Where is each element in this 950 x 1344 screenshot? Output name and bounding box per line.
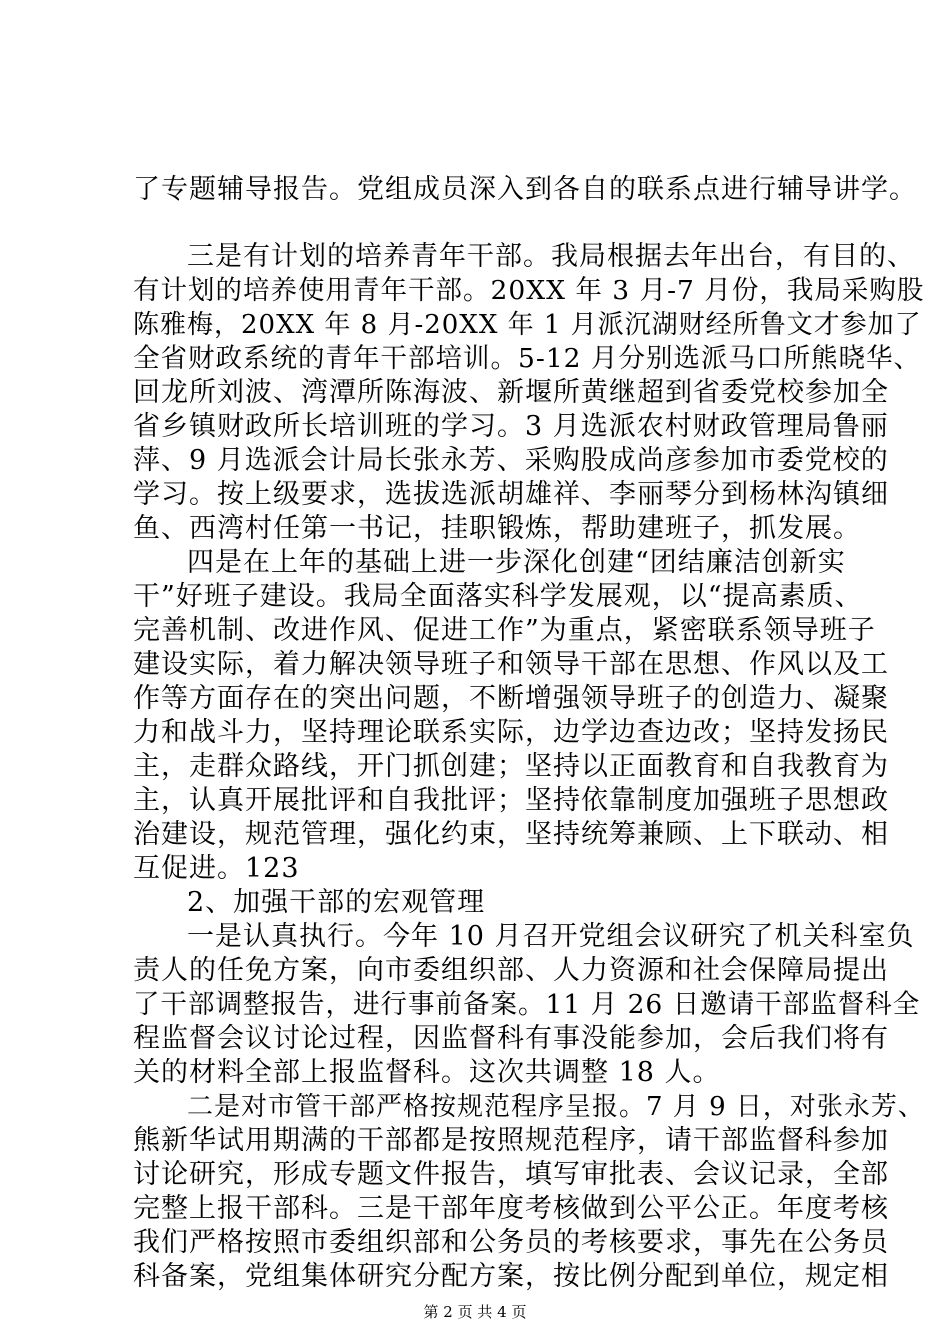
text-line: 程监督会议讨论过程，因监督科有事没能参加，会后我们将有 (133, 1023, 889, 1054)
text-line: 作等方面存在的突出问题，不断增强领导班子的创造力、凝聚 (133, 683, 889, 714)
section-heading: 2、加强干部的宏观管理 (187, 887, 486, 918)
page-number-footer: 第 2 页 共 4 页 (423, 1303, 527, 1321)
text-line: 全省财政系统的青年干部培训。5-12 月分别选派马口所熊晓华、 (133, 343, 921, 374)
text-line: 熊新华试用期满的干部都是按照规范程序，请干部监督科参加 (133, 1125, 889, 1156)
text-line: 科备案，党组集体研究分配方案，按比例分配到单位，规定相 (133, 1261, 889, 1292)
text-line: 萍、9 月选派会计局长张永芳、采购股成尚彦参加市委党校的 (133, 445, 889, 476)
text-line: 主，走群众路线，开门抓创建；坚持以正面教育和自我教育为 (133, 751, 889, 782)
text-line: 干”好班子建设。我局全面落实科学发展观，以“提高素质、 (133, 581, 863, 612)
text-line: 回龙所刘波、湾潭所陈海波、新堰所黄继超到省委党校参加全 (133, 377, 889, 408)
text-line: 三是有计划的培养青年干部。我局根据去年出台，有目的、 (187, 241, 915, 272)
text-line: 我们严格按照市委组织部和公务员的考核要求，事先在公务员 (133, 1227, 889, 1258)
text-line: 鱼、西湾村任第一书记，挂职锻炼，帮助建班子，抓发展。 (133, 513, 861, 544)
text-line: 完善机制、改进作风、促进工作”为重点，紧密联系领导班子 (133, 615, 876, 646)
text-line: 主，认真开展批评和自我批评；坚持依靠制度加强班子思想政 (133, 785, 889, 816)
text-line: 学习。按上级要求，选拔选派胡雄祥、李丽琴分到杨林沟镇细 (133, 479, 889, 510)
text-line: 关的材料全部上报监督科。这次共调整 18 人。 (133, 1057, 721, 1088)
text-line: 一是认真执行。今年 10 月召开党组会议研究了机关科室负 (187, 921, 915, 952)
text-line: 完整上报干部科。三是干部年度考核做到公平公正。年度考核 (133, 1193, 889, 1224)
text-line: 互促进。123 (133, 853, 300, 884)
text-line: 讨论研究，形成专题文件报告，填写审批表、会议记录，全部 (133, 1159, 889, 1190)
text-line: 了干部调整报告，进行事前备案。11 月 26 日邀请干部监督科全 (133, 989, 921, 1020)
text-line: 建设实际，着力解决领导班子和领导干部在思想、作风以及工 (133, 649, 889, 680)
text-line: 省乡镇财政所长培训班的学习。3 月选派农村财政管理局鲁丽 (133, 411, 889, 442)
text-line: 有计划的培养使用青年干部。20XX 年 3 月-7 月份，我局采购股 (133, 275, 925, 306)
text-line: 四是在上年的基础上进一步深化创建“团结廉洁创新实 (187, 547, 846, 578)
text-line: 治建设，规范管理，强化约束，坚持统筹兼顾、上下联动、相 (133, 819, 889, 850)
text-line: 了专题辅导报告。党组成员深入到各自的联系点进行辅导讲学。 (133, 174, 917, 205)
text-line: 责人的任免方案，向市委组织部、人力资源和社会保障局提出 (133, 955, 889, 986)
text-line: 力和战斗力，坚持理论联系实际，边学边查边改；坚持发扬民 (133, 717, 889, 748)
text-line: 二是对市管干部严格按规范程序呈报。7 月 9 日，对张永芳、 (187, 1092, 925, 1122)
text-line: 陈雅梅，20XX 年 8 月-20XX 年 1 月派沉湖财经所鲁文才参加了 (133, 310, 922, 340)
